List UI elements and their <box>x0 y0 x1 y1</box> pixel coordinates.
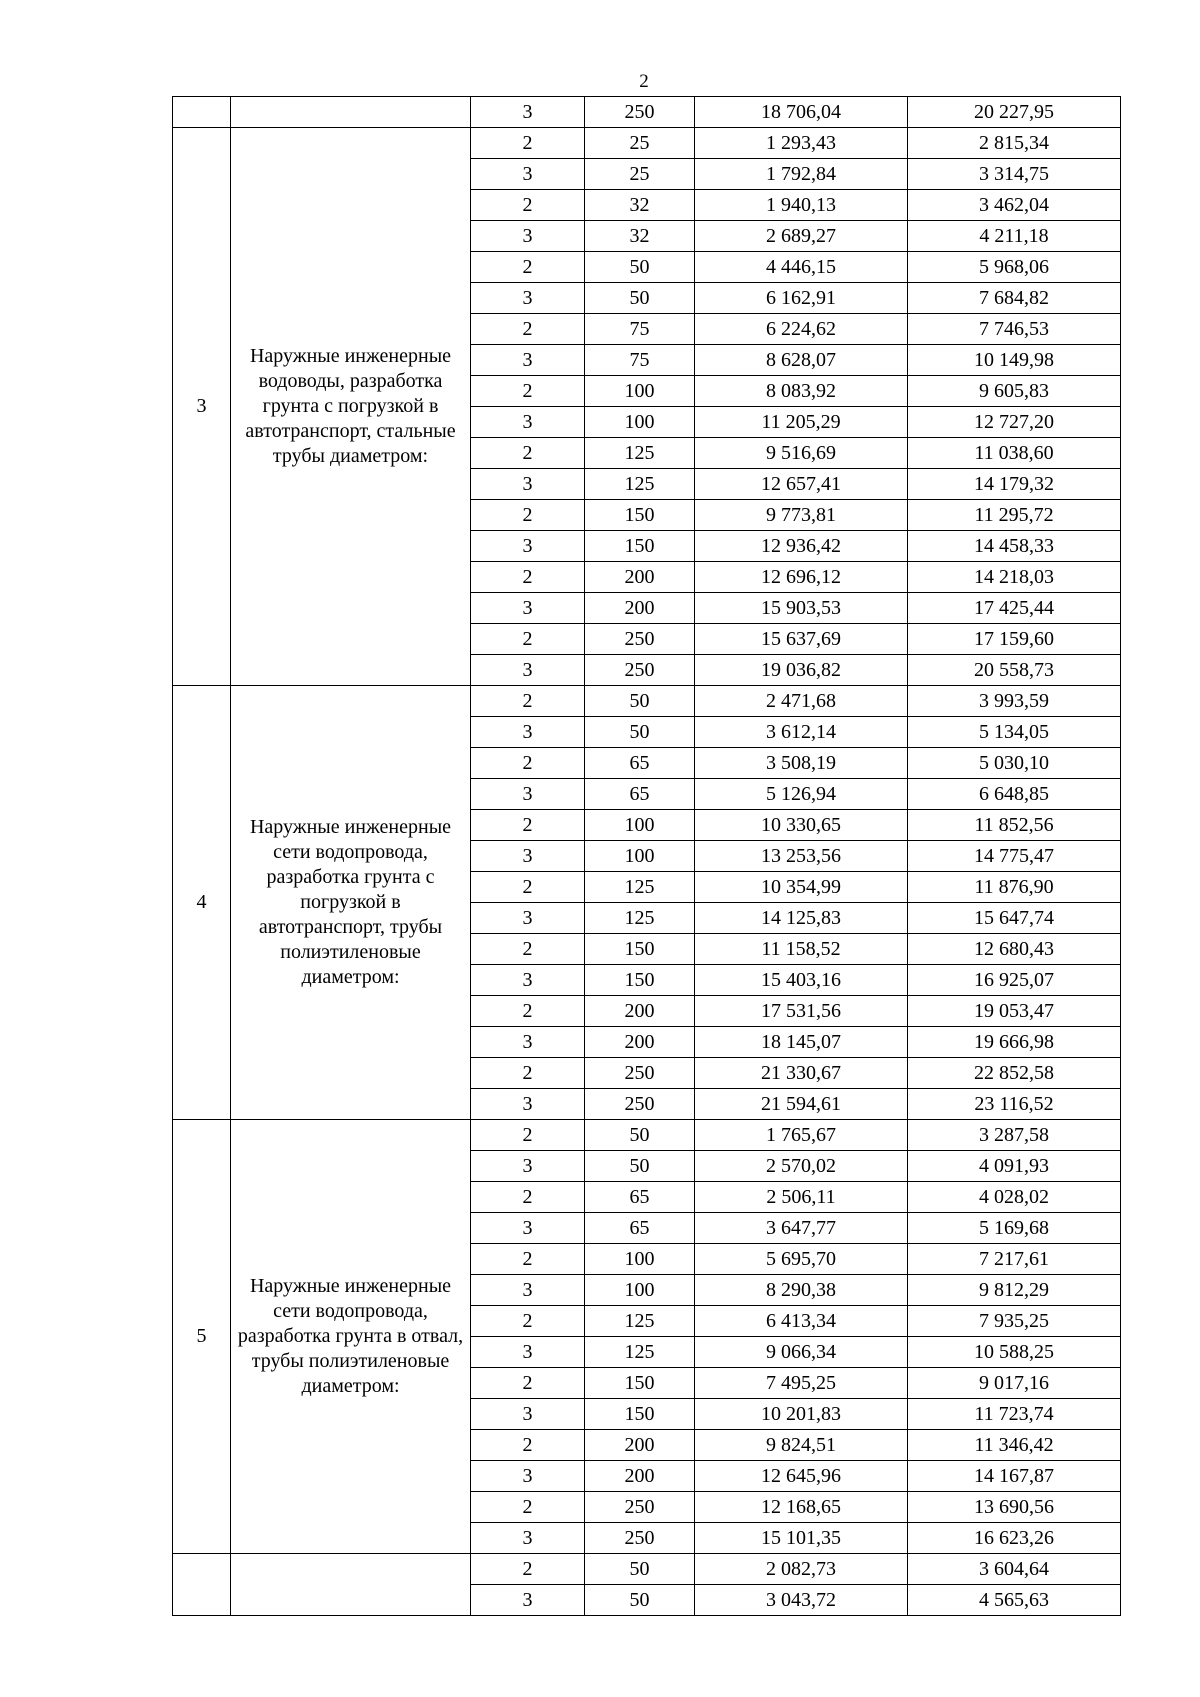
price-cell: 12 936,42 <box>695 531 908 562</box>
depth-cell: 2 <box>471 1492 585 1523</box>
depth-cell: 2 <box>471 872 585 903</box>
price-total-cell: 14 167,87 <box>908 1461 1121 1492</box>
price-cell: 8 083,92 <box>695 376 908 407</box>
price-total-cell: 16 623,26 <box>908 1523 1121 1554</box>
price-cell: 21 594,61 <box>695 1089 908 1120</box>
item-description-cell: Наружные инженерные сети водопровода, разработка грунта с погрузкой в автотранспорт, трубы полиэтиленовые диаметром: <box>231 686 471 1120</box>
depth-cell: 2 <box>471 1554 585 1585</box>
rates-table <box>172 96 1121 1616</box>
depth-cell: 2 <box>471 1368 585 1399</box>
depth-cell: 3 <box>471 655 585 686</box>
diameter-cell: 125 <box>585 469 695 500</box>
price-total-cell: 20 227,95 <box>908 97 1121 128</box>
price-cell: 2 471,68 <box>695 686 908 717</box>
price-cell: 14 125,83 <box>695 903 908 934</box>
price-cell: 15 903,53 <box>695 593 908 624</box>
price-cell: 19 036,82 <box>695 655 908 686</box>
depth-cell: 2 <box>471 500 585 531</box>
depth-cell: 2 <box>471 810 585 841</box>
item-description-cell: Наружные инженерные водоводы, разработка грунта с погрузкой в автотранспорт, стальные трубы диаметром: <box>231 128 471 686</box>
price-cell: 6 162,91 <box>695 283 908 314</box>
price-cell: 10 354,99 <box>695 872 908 903</box>
diameter-cell: 75 <box>585 345 695 376</box>
diameter-cell: 250 <box>585 1492 695 1523</box>
price-cell: 10 330,65 <box>695 810 908 841</box>
diameter-cell: 250 <box>585 1523 695 1554</box>
depth-cell: 3 <box>471 593 585 624</box>
price-total-cell: 9 605,83 <box>908 376 1121 407</box>
price-cell: 1 293,43 <box>695 128 908 159</box>
diameter-cell: 75 <box>585 314 695 345</box>
depth-cell: 3 <box>471 1523 585 1554</box>
diameter-cell: 125 <box>585 438 695 469</box>
diameter-cell: 100 <box>585 407 695 438</box>
price-cell: 4 446,15 <box>695 252 908 283</box>
depth-cell: 2 <box>471 748 585 779</box>
price-total-cell: 13 690,56 <box>908 1492 1121 1523</box>
price-total-cell: 14 218,03 <box>908 562 1121 593</box>
price-total-cell: 7 746,53 <box>908 314 1121 345</box>
price-total-cell: 2 815,34 <box>908 128 1121 159</box>
diameter-cell: 100 <box>585 810 695 841</box>
diameter-cell: 50 <box>585 252 695 283</box>
price-total-cell: 9 812,29 <box>908 1275 1121 1306</box>
depth-cell: 2 <box>471 562 585 593</box>
price-cell: 15 403,16 <box>695 965 908 996</box>
depth-cell: 2 <box>471 252 585 283</box>
depth-cell: 3 <box>471 1337 585 1368</box>
depth-cell: 3 <box>471 1461 585 1492</box>
diameter-cell: 50 <box>585 1585 695 1616</box>
price-total-cell: 5 169,68 <box>908 1213 1121 1244</box>
price-cell: 3 612,14 <box>695 717 908 748</box>
price-total-cell: 11 723,74 <box>908 1399 1121 1430</box>
item-description-cell <box>231 97 471 128</box>
item-number-cell <box>173 97 231 128</box>
diameter-cell: 25 <box>585 128 695 159</box>
depth-cell: 3 <box>471 283 585 314</box>
price-cell: 11 158,52 <box>695 934 908 965</box>
price-total-cell: 3 604,64 <box>908 1554 1121 1585</box>
diameter-cell: 65 <box>585 1213 695 1244</box>
diameter-cell: 150 <box>585 1368 695 1399</box>
diameter-cell: 150 <box>585 531 695 562</box>
diameter-cell: 25 <box>585 159 695 190</box>
diameter-cell: 200 <box>585 593 695 624</box>
diameter-cell: 50 <box>585 1554 695 1585</box>
price-total-cell: 5 968,06 <box>908 252 1121 283</box>
price-cell: 6 224,62 <box>695 314 908 345</box>
depth-cell: 2 <box>471 376 585 407</box>
price-cell: 17 531,56 <box>695 996 908 1027</box>
depth-cell: 2 <box>471 1306 585 1337</box>
price-cell: 18 145,07 <box>695 1027 908 1058</box>
price-cell: 11 205,29 <box>695 407 908 438</box>
diameter-cell: 65 <box>585 779 695 810</box>
price-total-cell: 11 852,56 <box>908 810 1121 841</box>
depth-cell: 3 <box>471 159 585 190</box>
diameter-cell: 100 <box>585 1244 695 1275</box>
price-total-cell: 3 314,75 <box>908 159 1121 190</box>
price-cell: 12 168,65 <box>695 1492 908 1523</box>
price-cell: 5 126,94 <box>695 779 908 810</box>
price-cell: 2 689,27 <box>695 221 908 252</box>
price-total-cell: 7 684,82 <box>908 283 1121 314</box>
price-total-cell: 16 925,07 <box>908 965 1121 996</box>
price-cell: 7 495,25 <box>695 1368 908 1399</box>
price-cell: 9 824,51 <box>695 1430 908 1461</box>
page-number: 2 <box>639 71 649 92</box>
diameter-cell: 125 <box>585 903 695 934</box>
diameter-cell: 250 <box>585 1058 695 1089</box>
price-total-cell: 5 030,10 <box>908 748 1121 779</box>
item-number-cell <box>173 1554 231 1616</box>
diameter-cell: 150 <box>585 500 695 531</box>
depth-cell: 3 <box>471 1399 585 1430</box>
price-total-cell: 20 558,73 <box>908 655 1121 686</box>
depth-cell: 2 <box>471 686 585 717</box>
depth-cell: 3 <box>471 531 585 562</box>
depth-cell: 3 <box>471 97 585 128</box>
price-cell: 12 645,96 <box>695 1461 908 1492</box>
diameter-cell: 250 <box>585 624 695 655</box>
diameter-cell: 125 <box>585 1306 695 1337</box>
price-total-cell: 4 565,63 <box>908 1585 1121 1616</box>
price-cell: 3 647,77 <box>695 1213 908 1244</box>
price-total-cell: 19 053,47 <box>908 996 1121 1027</box>
price-cell: 10 201,83 <box>695 1399 908 1430</box>
diameter-cell: 65 <box>585 1182 695 1213</box>
diameter-cell: 100 <box>585 376 695 407</box>
depth-cell: 3 <box>471 345 585 376</box>
depth-cell: 3 <box>471 407 585 438</box>
price-total-cell: 11 346,42 <box>908 1430 1121 1461</box>
item-number-cell: 3 <box>173 128 231 686</box>
price-cell: 8 290,38 <box>695 1275 908 1306</box>
price-cell: 1 940,13 <box>695 190 908 221</box>
price-cell: 9 773,81 <box>695 500 908 531</box>
diameter-cell: 150 <box>585 965 695 996</box>
depth-cell: 3 <box>471 903 585 934</box>
price-total-cell: 10 149,98 <box>908 345 1121 376</box>
table-row <box>173 1120 1121 1151</box>
depth-cell: 3 <box>471 841 585 872</box>
depth-cell: 2 <box>471 190 585 221</box>
diameter-cell: 250 <box>585 655 695 686</box>
price-cell: 9 066,34 <box>695 1337 908 1368</box>
item-number-cell: 5 <box>173 1120 231 1554</box>
price-total-cell: 3 287,58 <box>908 1120 1121 1151</box>
price-total-cell: 10 588,25 <box>908 1337 1121 1368</box>
price-cell: 12 657,41 <box>695 469 908 500</box>
diameter-cell: 200 <box>585 1430 695 1461</box>
depth-cell: 3 <box>471 1151 585 1182</box>
price-cell: 2 570,02 <box>695 1151 908 1182</box>
diameter-cell: 150 <box>585 1399 695 1430</box>
depth-cell: 2 <box>471 438 585 469</box>
diameter-cell: 125 <box>585 1337 695 1368</box>
depth-cell: 2 <box>471 314 585 345</box>
price-cell: 1 765,67 <box>695 1120 908 1151</box>
price-cell: 18 706,04 <box>695 97 908 128</box>
depth-cell: 2 <box>471 1058 585 1089</box>
item-description-cell <box>231 1554 471 1616</box>
price-total-cell: 4 028,02 <box>908 1182 1121 1213</box>
price-cell: 3 043,72 <box>695 1585 908 1616</box>
diameter-cell: 200 <box>585 1461 695 1492</box>
price-total-cell: 14 458,33 <box>908 531 1121 562</box>
diameter-cell: 32 <box>585 190 695 221</box>
price-cell: 6 413,34 <box>695 1306 908 1337</box>
depth-cell: 3 <box>471 1275 585 1306</box>
depth-cell: 2 <box>471 624 585 655</box>
price-total-cell: 12 680,43 <box>908 934 1121 965</box>
diameter-cell: 50 <box>585 717 695 748</box>
price-cell: 12 696,12 <box>695 562 908 593</box>
price-total-cell: 3 993,59 <box>908 686 1121 717</box>
price-cell: 2 082,73 <box>695 1554 908 1585</box>
price-total-cell: 7 935,25 <box>908 1306 1121 1337</box>
price-total-cell: 11 876,90 <box>908 872 1121 903</box>
diameter-cell: 200 <box>585 996 695 1027</box>
price-cell: 13 253,56 <box>695 841 908 872</box>
price-total-cell: 5 134,05 <box>908 717 1121 748</box>
diameter-cell: 50 <box>585 1151 695 1182</box>
price-total-cell: 6 648,85 <box>908 779 1121 810</box>
diameter-cell: 200 <box>585 1027 695 1058</box>
price-cell: 9 516,69 <box>695 438 908 469</box>
depth-cell: 2 <box>471 1244 585 1275</box>
price-cell: 5 695,70 <box>695 1244 908 1275</box>
depth-cell: 3 <box>471 717 585 748</box>
price-total-cell: 4 091,93 <box>908 1151 1121 1182</box>
depth-cell: 2 <box>471 934 585 965</box>
item-description-cell: Наружные инженерные сети водопровода, разработка грунта в отвал, трубы полиэтиленовые диаметром: <box>231 1120 471 1554</box>
price-total-cell: 15 647,74 <box>908 903 1121 934</box>
price-cell: 15 101,35 <box>695 1523 908 1554</box>
diameter-cell: 100 <box>585 841 695 872</box>
depth-cell: 3 <box>471 1027 585 1058</box>
depth-cell: 3 <box>471 469 585 500</box>
table-row <box>173 97 1121 128</box>
price-total-cell: 17 425,44 <box>908 593 1121 624</box>
diameter-cell: 100 <box>585 1275 695 1306</box>
price-total-cell: 19 666,98 <box>908 1027 1121 1058</box>
price-total-cell: 14 775,47 <box>908 841 1121 872</box>
price-total-cell: 22 852,58 <box>908 1058 1121 1089</box>
price-total-cell: 14 179,32 <box>908 469 1121 500</box>
depth-cell: 3 <box>471 1089 585 1120</box>
price-total-cell: 9 017,16 <box>908 1368 1121 1399</box>
diameter-cell: 65 <box>585 748 695 779</box>
diameter-cell: 50 <box>585 283 695 314</box>
price-total-cell: 17 159,60 <box>908 624 1121 655</box>
diameter-cell: 125 <box>585 872 695 903</box>
diameter-cell: 250 <box>585 97 695 128</box>
price-total-cell: 4 211,18 <box>908 221 1121 252</box>
depth-cell: 3 <box>471 1585 585 1616</box>
price-total-cell: 3 462,04 <box>908 190 1121 221</box>
price-cell: 3 508,19 <box>695 748 908 779</box>
diameter-cell: 200 <box>585 562 695 593</box>
diameter-cell: 50 <box>585 686 695 717</box>
depth-cell: 3 <box>471 221 585 252</box>
price-cell: 15 637,69 <box>695 624 908 655</box>
depth-cell: 3 <box>471 779 585 810</box>
price-cell: 1 792,84 <box>695 159 908 190</box>
diameter-cell: 150 <box>585 934 695 965</box>
diameter-cell: 50 <box>585 1120 695 1151</box>
table-row <box>173 1554 1121 1585</box>
rates-table-body <box>173 97 1121 1616</box>
price-total-cell: 11 295,72 <box>908 500 1121 531</box>
item-number-cell: 4 <box>173 686 231 1120</box>
price-cell: 21 330,67 <box>695 1058 908 1089</box>
price-cell: 8 628,07 <box>695 345 908 376</box>
depth-cell: 2 <box>471 1182 585 1213</box>
diameter-cell: 250 <box>585 1089 695 1120</box>
depth-cell: 3 <box>471 1213 585 1244</box>
price-cell: 2 506,11 <box>695 1182 908 1213</box>
depth-cell: 3 <box>471 965 585 996</box>
price-total-cell: 12 727,20 <box>908 407 1121 438</box>
price-total-cell: 7 217,61 <box>908 1244 1121 1275</box>
depth-cell: 2 <box>471 1430 585 1461</box>
table-row <box>173 686 1121 717</box>
depth-cell: 2 <box>471 996 585 1027</box>
price-total-cell: 23 116,52 <box>908 1089 1121 1120</box>
table-row <box>173 128 1121 159</box>
diameter-cell: 32 <box>585 221 695 252</box>
price-total-cell: 11 038,60 <box>908 438 1121 469</box>
depth-cell: 2 <box>471 1120 585 1151</box>
depth-cell: 2 <box>471 128 585 159</box>
